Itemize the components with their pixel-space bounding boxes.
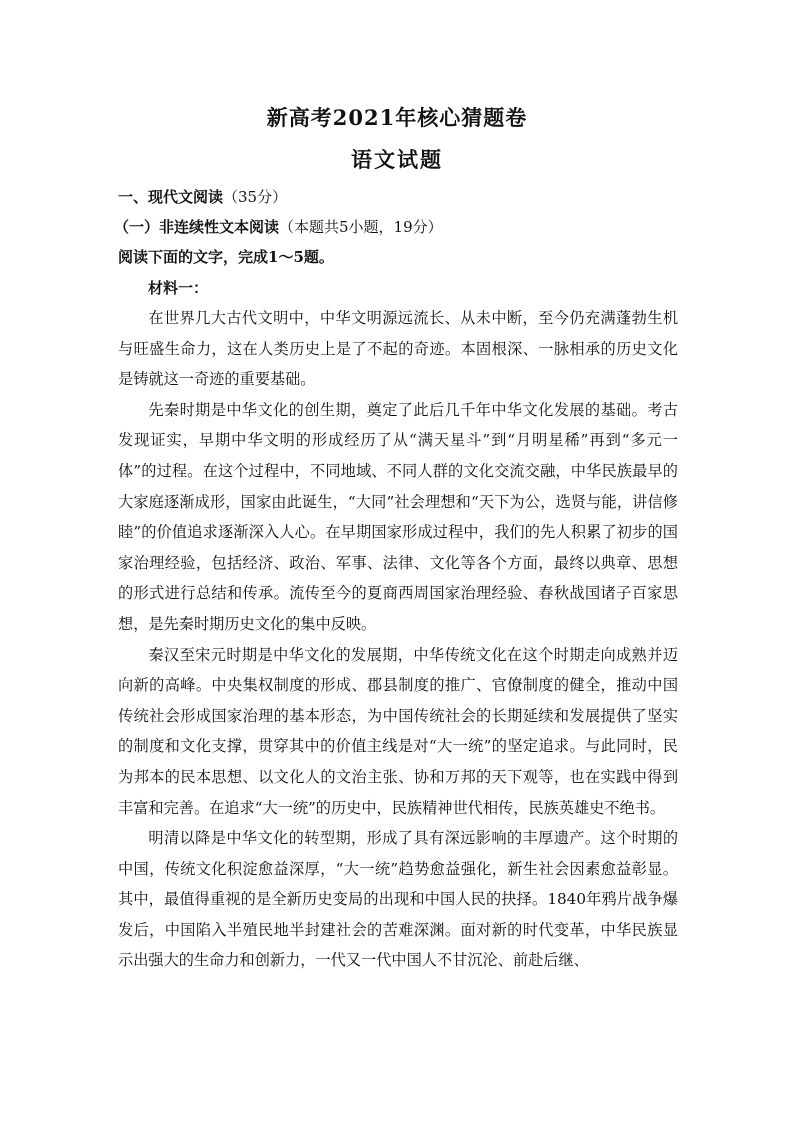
paragraph-2: 先秦时期是中华文化的创生期，奠定了此后几千年中华文化发展的基础。考古发现证实，早期中华文明的形成经历了从“满天星斗”到“月明星稀”再到“多元一体”的过程。在这个过程中，不同地域、不同人群的文化交流交融，中华民族最早的大家庭逐渐成形，国家由此诞生，“大同”社会理想和“天下为公，选贤与能，讲信修睦”的价值追求逐渐深入人心。在早期国家形成过程中，我们的先人积累了初步的国家治理经验，包括经济、政治、军事、法律、文化等各个方面，最终以典章、思想的形式进行总结和传承。流传至今的夏商西周国家治理经验、春秋战国诸子百家思想，是先秦时期历史文化的集中反映。 xyxy=(118,400,678,633)
paragraph-1: 在世界几大古代文明中，中华文明源远流长、从未中断，至今仍充满蓬勃生机与旺盛生命力，这在人类历史上是了不起的奇迹。本固根深、一脉相承的历史文化是铸就这一奇迹的重要基础。 xyxy=(118,309,678,389)
section-score: （35分） xyxy=(223,188,288,206)
subsection-detail: （本题共5小题，19分） xyxy=(279,218,443,236)
subsection-heading xyxy=(114,215,443,239)
paragraph-3: 秦汉至宋元时期是中华文化的发展期，中华传统文化在这个时期走向成熟并迈向新的高峰。中央集权制度的形成、郡县制度的推广、官僚制度的健全，推动中国传统社会形成国家治理的基本形态，为中国传统社会的长期延续和发展提供了坚实的制度和文化支撑，贯穿其中的价值主线是对“大一统”的坚定追求。与此同时，民为邦本的民本思想、以文化人的文治主张、协和万邦的天下观等，也在实践中得到丰富和完善。在追求“大一统”的历史中，民族精神世代相传，民族英雄史不绝书。 xyxy=(118,645,678,817)
subsection-label: （一）非连续性文本阅读 xyxy=(114,218,280,236)
material-label: 材料一： xyxy=(148,279,209,297)
reading-instruction: 阅读下面的文字，完成1～5题。 xyxy=(118,248,334,266)
exam-subtitle: 语文试题 xyxy=(351,147,443,172)
paragraph-4: 明清以降是中华文化的转型期，形成了具有深远影响的丰厚遗产。这个时期的中国，传统文化积淀愈益深厚，“大一统”趋势愈益强化，新生社会因素愈益彰显。其中，最值得重视的是全新历史变局的出现和中国人民的抉择。1840年鸦片战争爆发后，中国陷入半殖民地半封建社会的苦难深渊。面对新的时代变革，中华民族显示出强大的生命力和创新力，一代又一代中国人不甘沉沦、前赴后继、 xyxy=(118,829,678,970)
section-label: 一、现代文阅读 xyxy=(118,188,224,206)
passage-body xyxy=(118,303,678,976)
exam-title: 新高考2021年核心猜题卷 xyxy=(266,105,528,130)
section-heading xyxy=(118,185,287,209)
